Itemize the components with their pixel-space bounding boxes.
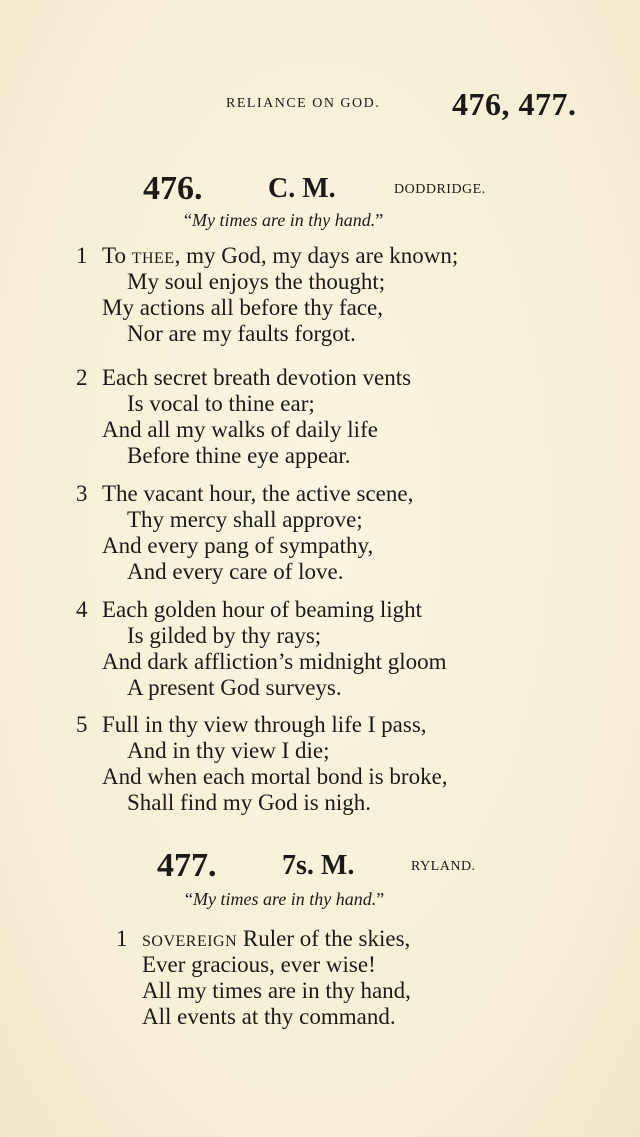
verse-line: Each golden hour of beaming light: [102, 597, 423, 622]
hymn-477-number: 477.: [157, 847, 217, 884]
verse-line: Ever gracious, ever wise!: [142, 952, 376, 977]
verse-line: Shall find my God is nigh.: [127, 790, 372, 815]
hymn-477-meter: 7s. M.: [282, 850, 355, 881]
verse-line: All events at thy command.: [142, 1004, 396, 1029]
verse-line: Is vocal to thine ear;: [127, 391, 315, 416]
verse-line: Each secret breath devotion vents: [102, 365, 412, 390]
verse-line: A present God surveys.: [127, 675, 342, 700]
verse-line: Before thine eye appear.: [127, 443, 351, 468]
verse-number: 4: [76, 597, 88, 622]
verse-line: And dark affliction’s midnight gloom: [102, 649, 447, 674]
verse-line: And when each mortal bond is broke,: [102, 764, 448, 789]
verse-line: And all my walks of daily life: [102, 417, 378, 442]
verse-line: My soul enjoys the thought;: [127, 269, 386, 294]
verse-line: The vacant hour, the active scene,: [102, 481, 414, 506]
verse-line: And in thy view I die;: [127, 738, 330, 763]
verse-line: Nor are my faults forgot.: [127, 321, 356, 346]
verse-line: Is gilded by thy rays;: [127, 623, 322, 648]
verse-number: 1: [76, 243, 88, 268]
hymn-476-number: 476.: [143, 170, 203, 207]
verse-line: My actions all before thy face,: [102, 295, 383, 320]
hymn-476-meter: C. M.: [268, 173, 336, 204]
verse-line: And every pang of sympathy,: [102, 533, 374, 558]
verse-number: 5: [76, 712, 88, 737]
verse-line: To THEE, my God, my days are known;: [102, 243, 459, 268]
hymn-476-epigraph: “My times are in thy hand.”: [184, 210, 384, 230]
hymn-477-author: RYLAND.: [411, 859, 476, 874]
verse-number: 1: [116, 926, 128, 951]
hymn-477-epigraph: “My times are in thy hand.”: [185, 889, 385, 909]
verse-number: 2: [76, 365, 88, 390]
verse-line: All my times are in thy hand,: [142, 978, 411, 1003]
hymn-476-author: DODDRIDGE.: [394, 182, 486, 197]
verse-number: 3: [76, 481, 88, 506]
verse-line: And every care of love.: [127, 559, 344, 584]
verse-line: Full in thy view through life I pass,: [102, 712, 427, 737]
running-title: RELIANCE ON GOD.: [226, 96, 381, 111]
running-hymn-numbers: 476, 477.: [452, 86, 577, 122]
verse-line: Thy mercy shall approve;: [127, 507, 363, 532]
verse-line: SOVEREIGN Ruler of the skies,: [142, 926, 411, 951]
